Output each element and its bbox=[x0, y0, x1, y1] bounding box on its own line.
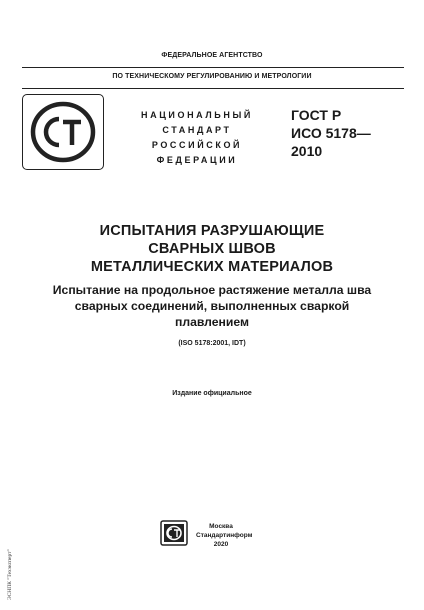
side-stamp-text: ЭСНПК "Техэксперт" bbox=[7, 549, 13, 600]
standard-label-line3: РОССИЙСКОЙ bbox=[151, 140, 243, 150]
agency-name-line2: ПО ТЕХНИЧЕСКОМУ РЕГУЛИРОВАНИЮ И МЕТРОЛОГИИ bbox=[112, 73, 312, 80]
publisher-name: Стандартинформ bbox=[196, 532, 253, 539]
standard-number-line2: ИСО 5178— bbox=[291, 125, 371, 141]
document-title-line3: МЕТАЛЛИЧЕСКИХ МАТЕРИАЛОВ bbox=[90, 259, 334, 275]
gost-logo bbox=[22, 94, 104, 170]
standard-number-line1: ГОСТ Р bbox=[291, 107, 342, 123]
document-title-line2: СВАРНЫХ ШВОВ bbox=[148, 241, 276, 257]
document-subtitle-line2: сварных соединений, выполненных сваркой bbox=[74, 299, 350, 313]
iso-reference: (ISO 5178:2001, IDT) bbox=[178, 340, 246, 347]
gost-emblem-icon bbox=[23, 95, 103, 169]
publisher-year: 2020 bbox=[213, 541, 229, 548]
header-divider-top bbox=[22, 67, 404, 68]
standard-label-line1: НАЦИОНАЛЬНЫЙ bbox=[141, 110, 253, 120]
edition-note: Издание официальное bbox=[172, 390, 252, 397]
publisher-logo bbox=[160, 520, 188, 546]
standard-label-line2: СТАНДАРТ bbox=[162, 125, 232, 135]
document-title-line1: ИСПЫТАНИЯ РАЗРУШАЮЩИЕ bbox=[99, 223, 325, 239]
standartinform-icon bbox=[160, 520, 188, 546]
standard-label-line4: ФЕДЕРАЦИИ bbox=[156, 155, 238, 165]
standard-number-line3: 2010 bbox=[291, 143, 323, 159]
publisher-city: Москва bbox=[209, 523, 233, 530]
header-divider-bottom bbox=[22, 88, 404, 89]
agency-name-line1: ФЕДЕРАЛЬНОЕ АГЕНТСТВО bbox=[161, 52, 263, 59]
document-subtitle-line1: Испытание на продольное растяжение металла шва bbox=[52, 283, 372, 297]
document-subtitle-line3: плавлением bbox=[174, 315, 250, 329]
